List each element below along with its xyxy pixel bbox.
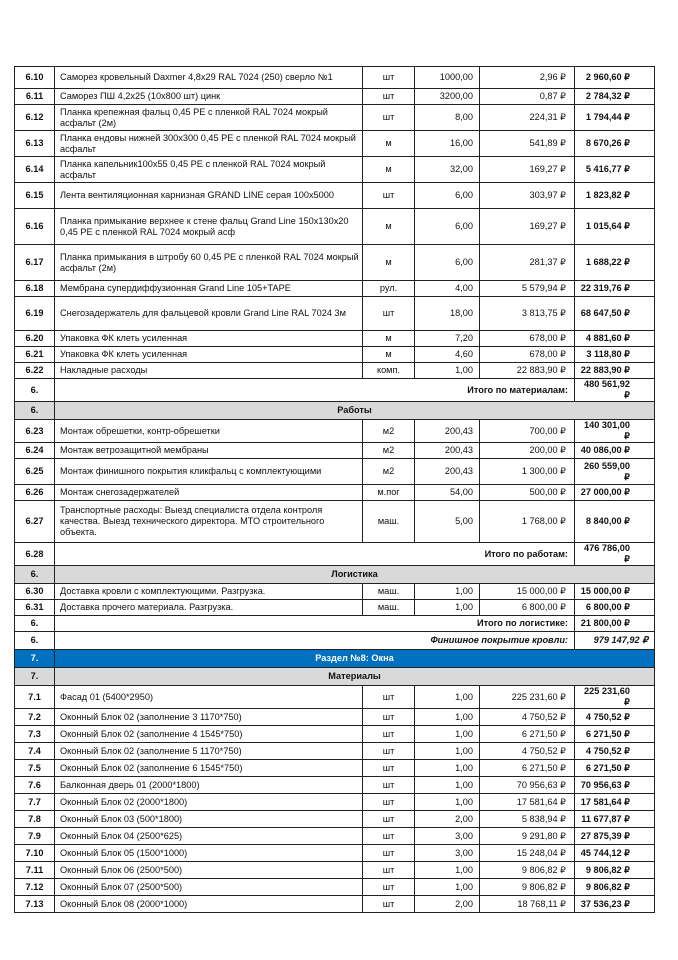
row-unit-price: 0,87 ₽ [480, 89, 575, 105]
row-number: 7.13 [15, 896, 55, 913]
row-number: 7.8 [15, 811, 55, 828]
row-unit: шт [363, 879, 415, 896]
row-number: 7.3 [15, 726, 55, 743]
row-unit: шт [363, 105, 415, 131]
row-description: Саморез ПШ 4,2х25 (10х800 шт) цинк [55, 89, 363, 105]
row-unit: шт [363, 726, 415, 743]
row-unit-price: 1 300,00 ₽ [480, 459, 575, 485]
row-description: Доставка кровли с комплектующими. Разгрузка. [55, 584, 363, 600]
row-unit: м [363, 331, 415, 347]
row-description: Монтаж ветрозащитной мембраны [55, 443, 363, 459]
row-unit: м2 [363, 459, 415, 485]
row-description: Накладные расходы [55, 363, 363, 379]
table-row [15, 363, 655, 379]
row-unit-price: 17 581,64 ₽ [480, 794, 575, 811]
row-description: Оконный Блок 02 (2000*1800) [55, 794, 363, 811]
row-sum: 68 647,50 ₽ [575, 297, 655, 331]
row-sum: 27 875,39 ₽ [575, 828, 655, 845]
row-quantity: 1,00 [415, 879, 480, 896]
row-sum: 6 800,00 ₽ [575, 600, 655, 616]
subtotal-sum: 476 786,00 ₽ [575, 543, 655, 566]
row-quantity: 1,00 [415, 709, 480, 726]
table-row [15, 331, 655, 347]
row-unit-price: 6 271,50 ₽ [480, 726, 575, 743]
table-row [15, 67, 655, 89]
row-number: 7. [15, 668, 55, 686]
subtotal-label: Итого по логистике: [55, 616, 575, 632]
row-quantity: 200,43 [415, 443, 480, 459]
row-number: 6.14 [15, 157, 55, 183]
row-unit: маш. [363, 501, 415, 543]
row-unit-price: 678,00 ₽ [480, 331, 575, 347]
row-description: Оконный Блок 02 (заполнение 6 1545*750) [55, 760, 363, 777]
row-sum: 225 231,60 ₽ [575, 686, 655, 709]
row-description: Упаковка ФК клеть усиленная [55, 331, 363, 347]
group-header-row [15, 668, 655, 686]
row-sum: 3 118,80 ₽ [575, 347, 655, 363]
row-unit-price: 5 579,94 ₽ [480, 281, 575, 297]
row-unit: комп. [363, 363, 415, 379]
row-description: Планка примыкание верхнее к стене фальц Grand Line 150х130х20 0,45 PE с пленкой RAL 7024 мокрый асф [55, 209, 363, 245]
row-description: Оконный Блок 06 (2500*500) [55, 862, 363, 879]
row-quantity: 1,00 [415, 862, 480, 879]
row-quantity: 2,00 [415, 811, 480, 828]
row-unit-price: 70 956,63 ₽ [480, 777, 575, 794]
subtotal-sum: 979 147,92 ₽ [575, 632, 655, 650]
row-quantity: 6,00 [415, 245, 480, 281]
row-description: Оконный Блок 02 (заполнение 4 1545*750) [55, 726, 363, 743]
row-unit-price: 9 291,80 ₽ [480, 828, 575, 845]
row-number: 6. [15, 379, 55, 402]
row-sum: 1 794,44 ₽ [575, 105, 655, 131]
row-sum: 37 536,23 ₽ [575, 896, 655, 913]
row-number: 6. [15, 632, 55, 650]
row-number: 6.26 [15, 485, 55, 501]
row-unit-price: 9 806,82 ₽ [480, 879, 575, 896]
row-unit: шт [363, 743, 415, 760]
row-unit: шт [363, 297, 415, 331]
row-unit-price: 169,27 ₽ [480, 209, 575, 245]
row-unit-price: 303,97 ₽ [480, 183, 575, 209]
row-description: Оконный Блок 07 (2500*500) [55, 879, 363, 896]
row-quantity: 1,00 [415, 686, 480, 709]
table-row [15, 760, 655, 777]
row-unit: рул. [363, 281, 415, 297]
row-sum: 4 750,52 ₽ [575, 743, 655, 760]
row-unit: шт [363, 760, 415, 777]
row-quantity: 4,60 [415, 347, 480, 363]
row-sum: 9 806,82 ₽ [575, 862, 655, 879]
section-header-row [15, 650, 655, 668]
row-unit: м [363, 245, 415, 281]
group-header-row [15, 566, 655, 584]
row-sum: 2 784,32 ₽ [575, 89, 655, 105]
row-sum: 1 823,82 ₽ [575, 183, 655, 209]
row-unit: м.пог [363, 485, 415, 501]
row-unit-price: 500,00 ₽ [480, 485, 575, 501]
row-number: 7.12 [15, 879, 55, 896]
row-unit: м [363, 157, 415, 183]
row-number: 6.23 [15, 420, 55, 443]
row-number: 7.2 [15, 709, 55, 726]
row-unit-price: 9 806,82 ₽ [480, 862, 575, 879]
row-sum: 17 581,64 ₽ [575, 794, 655, 811]
row-description: Планка примыкания в штробу 60 0,45 PE с пленкой RAL 7024 мокрый асфальт (2м) [55, 245, 363, 281]
row-description: Балконная дверь 01 (2000*1800) [55, 777, 363, 794]
row-description: Монтаж снегозадержателей [55, 485, 363, 501]
row-unit: шт [363, 828, 415, 845]
row-unit: шт [363, 845, 415, 862]
table-row [15, 157, 655, 183]
row-unit-price: 169,27 ₽ [480, 157, 575, 183]
row-quantity: 54,00 [415, 485, 480, 501]
row-quantity: 200,43 [415, 459, 480, 485]
row-description: Оконный Блок 02 (заполнение 5 1170*750) [55, 743, 363, 760]
row-sum: 6 271,50 ₽ [575, 760, 655, 777]
row-number: 6.28 [15, 543, 55, 566]
row-unit-price: 200,00 ₽ [480, 443, 575, 459]
row-description: Саморез кровельный Daxmer 4,8х29 RAL 7024 (250) сверло №1 [55, 67, 363, 89]
row-description: Оконный Блок 03 (500*1800) [55, 811, 363, 828]
row-unit-price: 678,00 ₽ [480, 347, 575, 363]
row-number: 6.17 [15, 245, 55, 281]
row-number: 7.10 [15, 845, 55, 862]
row-description: Монтаж финишного покрытия кликфальц с комплектующими [55, 459, 363, 485]
subtotal-label: Финишное покрытие кровли: [55, 632, 575, 650]
estimate-table-body [15, 67, 655, 913]
table-row [15, 777, 655, 794]
row-description: Оконный Блок 04 (2500*625) [55, 828, 363, 845]
row-unit-price: 1 768,00 ₽ [480, 501, 575, 543]
table-row [15, 501, 655, 543]
row-number: 6.10 [15, 67, 55, 89]
table-row [15, 600, 655, 616]
row-sum: 1 688,22 ₽ [575, 245, 655, 281]
table-row [15, 420, 655, 443]
table-row [15, 794, 655, 811]
row-description: Доставка прочего материала. Разгрузка. [55, 600, 363, 616]
table-row [15, 209, 655, 245]
row-description: Мембрана супердиффузионная Grand Line 105+TAPE [55, 281, 363, 297]
row-unit-price: 541,89 ₽ [480, 131, 575, 157]
table-row [15, 828, 655, 845]
table-row [15, 347, 655, 363]
subtotal-row [15, 616, 655, 632]
row-quantity: 1,00 [415, 743, 480, 760]
row-quantity: 6,00 [415, 209, 480, 245]
table-row [15, 584, 655, 600]
row-quantity: 32,00 [415, 157, 480, 183]
row-unit-price: 6 271,50 ₽ [480, 760, 575, 777]
row-unit-price: 4 750,52 ₽ [480, 709, 575, 726]
table-row [15, 459, 655, 485]
row-quantity: 1000,00 [415, 67, 480, 89]
row-unit: м [363, 347, 415, 363]
row-unit: шт [363, 862, 415, 879]
subtotal-row [15, 543, 655, 566]
table-row [15, 443, 655, 459]
row-number: 6.20 [15, 331, 55, 347]
row-unit-price: 6 800,00 ₽ [480, 600, 575, 616]
row-unit-price: 22 883,90 ₽ [480, 363, 575, 379]
row-sum: 22 883,90 ₽ [575, 363, 655, 379]
group-header-row [15, 402, 655, 420]
row-unit-price: 3 813,75 ₽ [480, 297, 575, 331]
section-header-label: Раздел №8: Окна [55, 650, 655, 668]
row-unit: м [363, 209, 415, 245]
row-number: 7.1 [15, 686, 55, 709]
row-quantity: 1,00 [415, 726, 480, 743]
row-sum: 40 086,00 ₽ [575, 443, 655, 459]
row-unit: маш. [363, 584, 415, 600]
row-unit-price: 4 750,52 ₽ [480, 743, 575, 760]
row-sum: 5 416,77 ₽ [575, 157, 655, 183]
row-unit: м2 [363, 420, 415, 443]
row-sum: 8 840,00 ₽ [575, 501, 655, 543]
row-quantity: 3200,00 [415, 89, 480, 105]
subtotal-label: Итого по материалам: [55, 379, 575, 402]
table-row [15, 879, 655, 896]
row-quantity: 1,00 [415, 600, 480, 616]
row-quantity: 1,00 [415, 363, 480, 379]
table-row [15, 105, 655, 131]
row-description: Фасад 01 (5400*2950) [55, 686, 363, 709]
row-description: Снегозадержатель для фальцевой кровли Grand Line RAL 7024 3м [55, 297, 363, 331]
row-description: Транспортные расходы: Выезд специалиста отдела контроля качества. Выезд технического директора. МТО строительного объекта. [55, 501, 363, 543]
row-quantity: 1,00 [415, 584, 480, 600]
table-row [15, 297, 655, 331]
table-row [15, 245, 655, 281]
subtotal-row [15, 379, 655, 402]
row-sum: 260 559,00 ₽ [575, 459, 655, 485]
row-quantity: 1,00 [415, 794, 480, 811]
row-number: 6. [15, 616, 55, 632]
row-sum: 22 319,76 ₽ [575, 281, 655, 297]
grand-total-row [15, 632, 655, 650]
row-number: 6.18 [15, 281, 55, 297]
row-number: 6.27 [15, 501, 55, 543]
row-quantity: 7,20 [415, 331, 480, 347]
row-sum: 1 015,64 ₽ [575, 209, 655, 245]
row-number: 6.19 [15, 297, 55, 331]
row-number: 7.4 [15, 743, 55, 760]
row-quantity: 18,00 [415, 297, 480, 331]
row-unit: шт [363, 183, 415, 209]
row-quantity: 6,00 [415, 183, 480, 209]
row-number: 6.13 [15, 131, 55, 157]
table-row [15, 743, 655, 760]
row-unit: шт [363, 686, 415, 709]
row-number: 7.11 [15, 862, 55, 879]
estimate-table [14, 66, 655, 913]
row-description: Планка капельник100х55 0,45 PE с пленкой RAL 7024 мокрый асфальт [55, 157, 363, 183]
row-number: 6. [15, 566, 55, 584]
row-unit: шт [363, 811, 415, 828]
row-number: 6.25 [15, 459, 55, 485]
group-header-label: Логистика [55, 566, 655, 584]
row-sum: 27 000,00 ₽ [575, 485, 655, 501]
row-sum: 70 956,63 ₽ [575, 777, 655, 794]
row-number: 7.6 [15, 777, 55, 794]
row-number: 6.22 [15, 363, 55, 379]
group-header-label: Работы [55, 402, 655, 420]
row-unit: шт [363, 67, 415, 89]
row-unit-price: 2,96 ₽ [480, 67, 575, 89]
row-quantity: 2,00 [415, 896, 480, 913]
row-number: 6.12 [15, 105, 55, 131]
row-description: Оконный Блок 02 (заполнение 3 1170*750) [55, 709, 363, 726]
row-unit: маш. [363, 600, 415, 616]
row-sum: 9 806,82 ₽ [575, 879, 655, 896]
row-number: 6.16 [15, 209, 55, 245]
table-row [15, 686, 655, 709]
table-row [15, 845, 655, 862]
row-sum: 4 881,60 ₽ [575, 331, 655, 347]
table-row [15, 896, 655, 913]
row-description: Упаковка ФК клеть усиленная [55, 347, 363, 363]
row-description: Монтаж обрешетки, контр-обрешетки [55, 420, 363, 443]
row-unit-price: 15 248,04 ₽ [480, 845, 575, 862]
row-unit: м2 [363, 443, 415, 459]
table-row [15, 89, 655, 105]
row-sum: 6 271,50 ₽ [575, 726, 655, 743]
row-number: 6.31 [15, 600, 55, 616]
row-unit: шт [363, 794, 415, 811]
row-quantity: 1,00 [415, 760, 480, 777]
table-row [15, 281, 655, 297]
row-unit: шт [363, 896, 415, 913]
row-unit-price: 225 231,60 ₽ [480, 686, 575, 709]
group-header-label: Материалы [55, 668, 655, 686]
row-sum: 11 677,87 ₽ [575, 811, 655, 828]
row-unit-price: 5 838,94 ₽ [480, 811, 575, 828]
row-sum: 45 744,12 ₽ [575, 845, 655, 862]
table-row [15, 726, 655, 743]
row-sum: 15 000,00 ₽ [575, 584, 655, 600]
table-row [15, 131, 655, 157]
row-number: 6.21 [15, 347, 55, 363]
estimate-page [14, 66, 655, 913]
row-unit: шт [363, 777, 415, 794]
row-unit: м [363, 131, 415, 157]
row-unit-price: 18 768,11 ₽ [480, 896, 575, 913]
row-quantity: 5,00 [415, 501, 480, 543]
row-description: Оконный Блок 05 (1500*1000) [55, 845, 363, 862]
row-quantity: 3,00 [415, 828, 480, 845]
row-quantity: 1,00 [415, 777, 480, 794]
table-row [15, 485, 655, 501]
row-description: Оконный Блок 08 (2000*1000) [55, 896, 363, 913]
row-number: 6.24 [15, 443, 55, 459]
row-number: 7.5 [15, 760, 55, 777]
row-number: 6.15 [15, 183, 55, 209]
row-number: 7.9 [15, 828, 55, 845]
row-number: 7.7 [15, 794, 55, 811]
subtotal-label: Итого по работам: [55, 543, 575, 566]
row-quantity: 16,00 [415, 131, 480, 157]
table-row [15, 183, 655, 209]
table-row [15, 862, 655, 879]
subtotal-sum: 480 561,92 ₽ [575, 379, 655, 402]
row-unit: шт [363, 89, 415, 105]
row-sum: 2 960,60 ₽ [575, 67, 655, 89]
row-sum: 140 301,00 ₽ [575, 420, 655, 443]
table-row [15, 811, 655, 828]
row-unit-price: 224,31 ₽ [480, 105, 575, 131]
row-unit-price: 15 000,00 ₽ [480, 584, 575, 600]
row-number: 6. [15, 402, 55, 420]
row-number: 6.30 [15, 584, 55, 600]
row-number: 7. [15, 650, 55, 668]
row-quantity: 4,00 [415, 281, 480, 297]
row-sum: 8 670,26 ₽ [575, 131, 655, 157]
subtotal-sum: 21 800,00 ₽ [575, 616, 655, 632]
row-unit-price: 281,37 ₽ [480, 245, 575, 281]
row-unit-price: 700,00 ₽ [480, 420, 575, 443]
row-quantity: 200,43 [415, 420, 480, 443]
row-quantity: 8,00 [415, 105, 480, 131]
row-sum: 4 750,52 ₽ [575, 709, 655, 726]
row-quantity: 3,00 [415, 845, 480, 862]
row-description: Лента вентиляционная карнизная GRAND LINE серая 100х5000 [55, 183, 363, 209]
row-description: Планка крепежная фальц 0,45 PE с пленкой RAL 7024 мокрый асфальт (2м) [55, 105, 363, 131]
row-unit: шт [363, 709, 415, 726]
row-description: Планка ендовы нижней 300х300 0,45 PE с пленкой RAL 7024 мокрый асфальт [55, 131, 363, 157]
row-number: 6.11 [15, 89, 55, 105]
table-row [15, 709, 655, 726]
